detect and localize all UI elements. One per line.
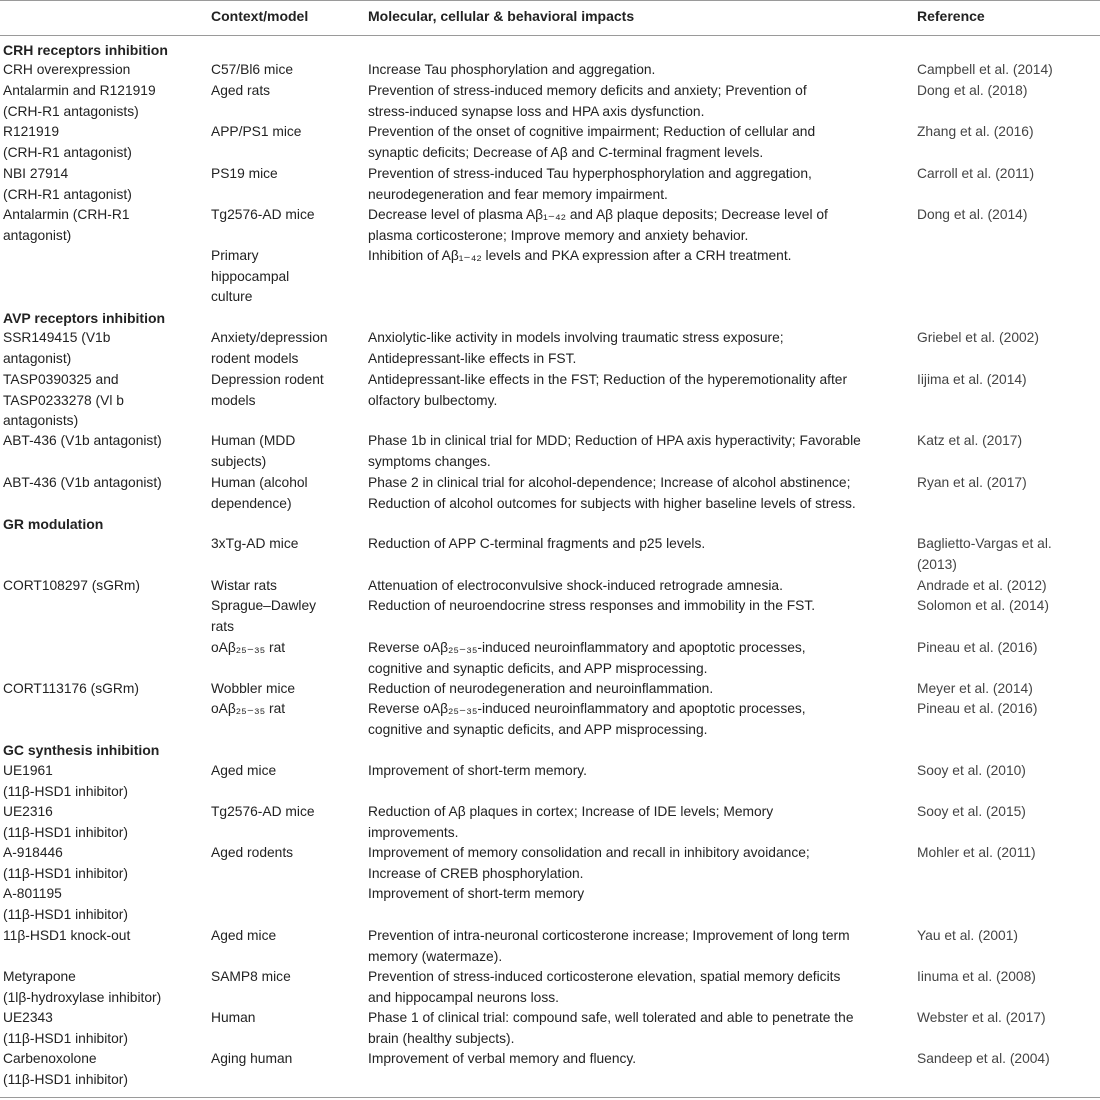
- cell-impacts: Prevention of stress-induced corticosterone elevation, spatial memory deficits: [368, 969, 841, 984]
- header-context: Context/model: [211, 8, 309, 24]
- cell-context: Aged rodents: [211, 845, 294, 860]
- cell-impacts: Reduction of neurodegeneration and neuroinflammation.: [368, 681, 714, 696]
- cell-impacts: neurodegeneration and fear memory impairment.: [368, 186, 668, 202]
- cell-agent: ABT-436 (V1b antagonist): [3, 475, 162, 490]
- cell-impacts: Antidepressant-like effects in the FST; Reduction of the hyperemotionality after: [368, 372, 848, 387]
- cell-context: Anxiety/depression: [211, 330, 328, 345]
- cell-impacts: Reverse oAβ₂₅₋₃₅-induced neuroinflammatory and apoptotic processes,: [368, 640, 806, 655]
- cell-context: SAMP8 mice: [211, 969, 291, 984]
- cell-reference: Meyer et al. (2014): [917, 681, 1033, 696]
- cell-impacts: Improvement of memory consolidation and recall in inhibitory avoidance;: [368, 845, 810, 860]
- cell-context: rats: [211, 618, 234, 634]
- cell-agent: ABT-436 (V1b antagonist): [3, 433, 162, 448]
- cell-agent: CORT113176 (sGRm): [3, 681, 139, 696]
- cell-context: Aged mice: [211, 763, 277, 778]
- section-crh-receptors: CRH receptors inhibition: [3, 42, 168, 58]
- cell-reference: Dong et al. (2018): [917, 83, 1028, 98]
- cell-impacts: Improvement of verbal memory and fluency.: [368, 1051, 637, 1066]
- cell-agent: antagonist): [3, 227, 72, 243]
- cell-context: Sprague–Dawley: [211, 598, 317, 613]
- header-rule: [0, 35, 1100, 36]
- cell-context: Tg2576-AD mice: [211, 207, 315, 222]
- header-reference: Reference: [917, 8, 985, 24]
- cell-context: Depression rodent: [211, 372, 324, 387]
- cell-impacts: plasma corticosterone; Improve memory and anxiety behavior.: [368, 227, 749, 243]
- cell-reference: Griebel et al. (2002): [917, 330, 1039, 345]
- cell-context: Human (alcohol: [211, 475, 308, 490]
- cell-agent: Metyrapone: [3, 969, 76, 984]
- cell-impacts: Inhibition of Aβ₁₋₄₂ levels and PKA expression after a CRH treatment.: [368, 248, 792, 263]
- cell-context: Human (MDD: [211, 433, 296, 448]
- cell-agent: A-801195: [3, 886, 62, 901]
- cell-agent: UE1961: [3, 763, 53, 778]
- cell-reference: Sandeep et al. (2004): [917, 1051, 1050, 1066]
- cell-impacts: Prevention of the onset of cognitive impairment; Reduction of cellular and: [368, 124, 816, 139]
- cell-impacts: Phase 1b in clinical trial for MDD; Reduction of HPA axis hyperactivity; Favorable: [368, 433, 861, 448]
- cell-impacts: and hippocampal neurons loss.: [368, 989, 559, 1005]
- cell-agent: 11β-HSD1 knock-out: [3, 928, 131, 943]
- cell-context: Wobbler mice: [211, 681, 296, 696]
- cell-impacts: Prevention of stress-induced Tau hyperphosphorylation and aggregation,: [368, 166, 812, 181]
- cell-impacts: brain (healthy subjects).: [368, 1030, 515, 1046]
- cell-impacts: Attenuation of electroconvulsive shock-induced retrograde amnesia.: [368, 578, 783, 593]
- cell-agent: CORT108297 (sGRm): [3, 578, 140, 593]
- cell-reference: Iijima et al. (2014): [917, 372, 1027, 387]
- cell-impacts: Reduction of neuroendocrine stress responses and immobility in the FST.: [368, 598, 816, 613]
- cell-impacts: Phase 1 of clinical trial: compound safe, well tolerated and able to penetrate the: [368, 1010, 854, 1025]
- cell-agent: UE2343: [3, 1010, 53, 1025]
- cell-reference: Campbell et al. (2014): [917, 62, 1053, 77]
- cell-impacts: olfactory bulbectomy.: [368, 392, 498, 408]
- cell-agent: Carbenoxolone: [3, 1051, 97, 1066]
- cell-reference: Pineau et al. (2016): [917, 640, 1038, 655]
- cell-agent: (11β-HSD1 inhibitor): [3, 865, 128, 881]
- cell-reference: Dong et al. (2014): [917, 207, 1028, 222]
- cell-agent: NBI 27914: [3, 166, 69, 181]
- cell-agent: A-918446: [3, 845, 63, 860]
- cell-impacts: Anxiolytic-like activity in models involving traumatic stress exposure;: [368, 330, 784, 345]
- cell-impacts: Prevention of stress-induced memory deficits and anxiety; Prevention of: [368, 83, 807, 98]
- cell-impacts: Reverse oAβ₂₅₋₃₅-induced neuroinflammatory and apoptotic processes,: [368, 701, 806, 716]
- cell-agent: Antalarmin and R121919: [3, 83, 156, 98]
- section-gc-synthesis: GC synthesis inhibition: [3, 742, 160, 758]
- cell-context: C57/Bl6 mice: [211, 62, 294, 77]
- cell-impacts: symptoms changes.: [368, 453, 491, 469]
- cell-context: Aging human: [211, 1051, 293, 1066]
- cell-context: models: [211, 392, 256, 408]
- cell-agent: (1lβ-hydroxylase inhibitor): [3, 989, 162, 1005]
- cell-context: oAβ₂₅₋₃₅ rat: [211, 701, 286, 716]
- cell-agent: UE2316: [3, 804, 53, 819]
- cell-context: Primary: [211, 248, 259, 263]
- cell-context: APP/PS1 mice: [211, 124, 302, 139]
- cell-reference: Solomon et al. (2014): [917, 598, 1049, 613]
- cell-context: Aged mice: [211, 928, 277, 943]
- cell-context: hippocampal: [211, 268, 290, 284]
- cell-reference: Baglietto-Vargas et al.: [917, 536, 1052, 551]
- cell-agent: (11β-HSD1 inhibitor): [3, 1030, 128, 1046]
- cell-impacts: cognitive and synaptic deficits, and APP misprocessing.: [368, 660, 708, 676]
- cell-agent: antagonist): [3, 350, 72, 366]
- cell-context: Tg2576-AD mice: [211, 804, 315, 819]
- cell-context: subjects): [211, 453, 267, 469]
- cell-agent: antagonists): [3, 413, 79, 429]
- table-bottom-rule: [0, 1097, 1100, 1098]
- cell-reference: Mohler et al. (2011): [917, 845, 1036, 860]
- cell-reference: Pineau et al. (2016): [917, 701, 1038, 716]
- cell-context: Aged rats: [211, 83, 271, 98]
- cell-impacts: Improvement of short-term memory.: [368, 763, 588, 778]
- cell-agent: TASP0233278 (Vl b: [3, 392, 124, 408]
- cell-impacts: Increase Tau phosphorylation and aggregation.: [368, 62, 656, 77]
- cell-impacts: Reduction of Aβ plaques in cortex; Increase of IDE levels; Memory: [368, 804, 774, 819]
- cell-reference: Webster et al. (2017): [917, 1010, 1046, 1025]
- cell-reference: Zhang et al. (2016): [917, 124, 1034, 139]
- cell-agent: TASP0390325 and: [3, 372, 119, 387]
- cell-impacts: Improvement of short-term memory: [368, 886, 585, 901]
- cell-reference: Andrade et al. (2012): [917, 578, 1047, 593]
- cell-reference: Katz et al. (2017): [917, 433, 1023, 448]
- cell-context: dependence): [211, 495, 292, 511]
- cell-impacts: Increase of CREB phosphorylation.: [368, 865, 584, 881]
- cell-impacts: improvements.: [368, 824, 459, 840]
- cell-context: Human: [211, 1010, 256, 1025]
- header-impacts: Molecular, cellular & behavioral impacts: [368, 8, 635, 24]
- cell-impacts: Reduction of APP C-terminal fragments and p25 levels.: [368, 536, 706, 551]
- section-gr-modulation: GR modulation: [3, 516, 104, 532]
- cell-agent: (CRH-R1 antagonist): [3, 186, 132, 202]
- cell-impacts: Prevention of intra-neuronal corticosterone increase; Improvement of long term: [368, 928, 850, 943]
- cell-context: PS19 mice: [211, 166, 278, 181]
- cell-agent: CRH overexpression: [3, 62, 131, 77]
- cell-reference: Carroll et al. (2011): [917, 166, 1035, 181]
- cell-reference: Sooy et al. (2010): [917, 763, 1026, 778]
- section-avp-receptors: AVP receptors inhibition: [3, 310, 166, 326]
- cell-impacts: stress-induced synapse loss and HPA axis dysfunction.: [368, 103, 705, 119]
- cell-reference: (2013): [917, 556, 957, 572]
- cell-impacts: synaptic deficits; Decrease of Aβ and C-terminal fragment levels.: [368, 144, 764, 160]
- cell-agent: (CRH-R1 antagonists): [3, 103, 139, 119]
- cell-impacts: cognitive and synaptic deficits, and APP misprocessing.: [368, 721, 708, 737]
- cell-context: culture: [211, 289, 253, 305]
- cell-agent: SSR149415 (V1b: [3, 330, 111, 345]
- cell-agent: (11β-HSD1 inhibitor): [3, 783, 128, 799]
- cell-reference: Sooy et al. (2015): [917, 804, 1026, 819]
- cell-context: rodent models: [211, 350, 299, 366]
- cell-context: oAβ₂₅₋₃₅ rat: [211, 640, 286, 655]
- cell-agent: (11β-HSD1 inhibitor): [3, 906, 128, 922]
- cell-agent: R121919: [3, 124, 60, 139]
- cell-context: 3xTg-AD mice: [211, 536, 299, 551]
- cell-impacts: Antidepressant-like effects in FST.: [368, 350, 577, 366]
- cell-impacts: memory (watermaze).: [368, 948, 503, 964]
- cell-impacts: Reduction of alcohol outcomes for subjects with higher baseline levels of stress.: [368, 495, 856, 511]
- cell-reference: Ryan et al. (2017): [917, 475, 1027, 490]
- cell-impacts: Decrease level of plasma Aβ₁₋₄₂ and Aβ plaque deposits; Decrease level of: [368, 207, 828, 222]
- cell-reference: Yau et al. (2001): [917, 928, 1018, 943]
- cell-impacts: Phase 2 in clinical trial for alcohol-dependence; Increase of alcohol abstinence;: [368, 475, 851, 490]
- cell-reference: Iinuma et al. (2008): [917, 969, 1036, 984]
- cell-context: Wistar rats: [211, 578, 277, 593]
- cell-agent: (11β-HSD1 inhibitor): [3, 824, 128, 840]
- table-top-rule: [0, 0, 1100, 1]
- cell-agent: (CRH-R1 antagonist): [3, 144, 132, 160]
- cell-agent: Antalarmin (CRH-R1: [3, 207, 130, 222]
- cell-agent: (11β-HSD1 inhibitor): [3, 1071, 128, 1087]
